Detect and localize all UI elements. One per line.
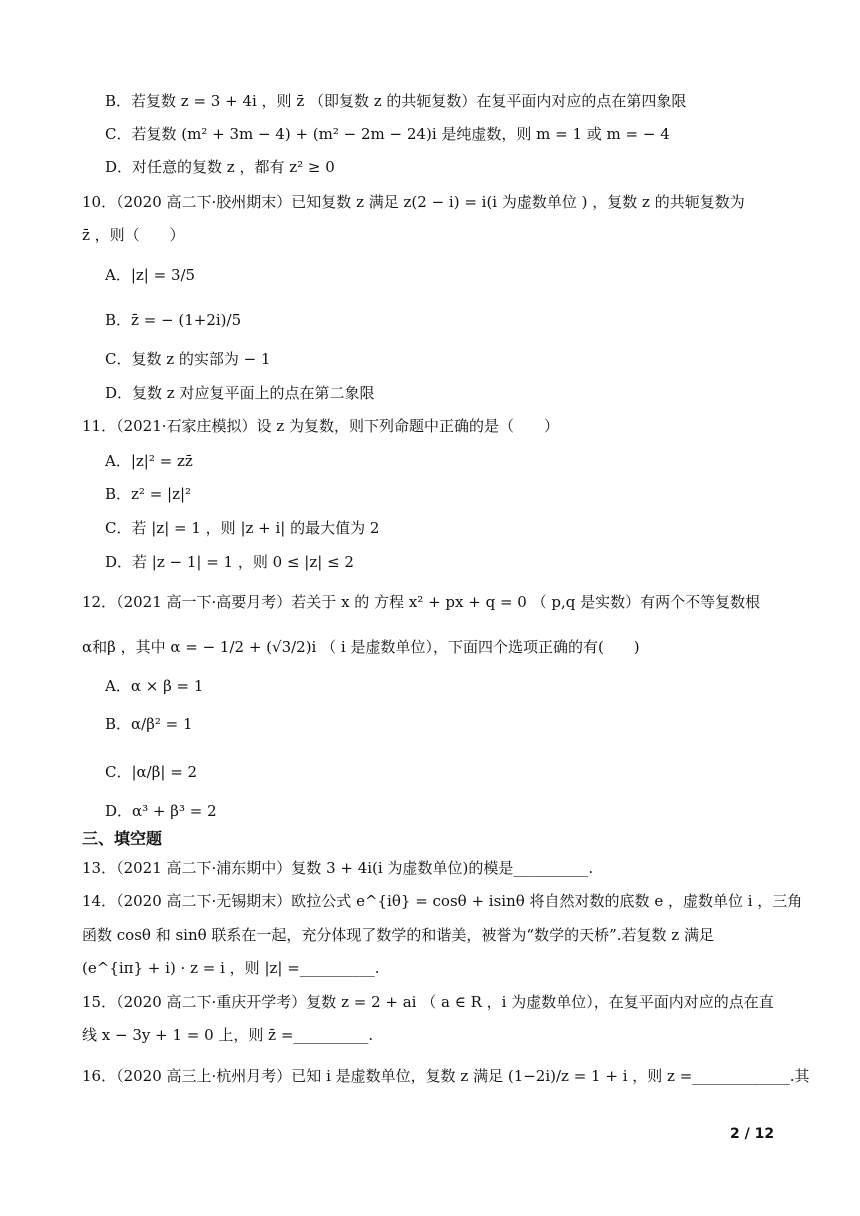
question-16-line-1: 16．（2020 高三上·杭州月考）已知 i 是虚数单位，复数 z 满足 (1−2i)/z = 1 + i ，则 z =_____________.其 [82, 1067, 810, 1085]
question-12-line-1: 12．（2021 高一下·高要月考）若关于 x 的 方程 x² + px + q = 0 （ p,q 是实数）有两个不等复数根 [82, 593, 761, 611]
option-10a: A．|z| = 3/5 [105, 266, 196, 284]
question-15-line-2: 线 x − 3y + 1 = 0 上，则 z̄ =__________. [82, 1026, 374, 1044]
question-11: 11．（2021·石家庄模拟）设 z 为复数，则下列命题中正确的是（ ） [82, 417, 559, 435]
question-14-line-2: 函数 cosθ 和 sinθ 联系在一起，充分体现了数学的和谐美，被誉为“数学的天桥”.若复数 z 满足 [82, 926, 714, 944]
question-14-line-1: 14．（2020 高二下·无锡期末）欧拉公式 e^{iθ} = cosθ + isinθ 将自然对数的底数 e ，虚数单位 i ，三角 [82, 892, 803, 910]
option-12c: C．|α/β| = 2 [105, 763, 198, 781]
option-11c: C．若 |z| = 1 ，则 |z + i| 的最大值为 2 [105, 519, 380, 537]
option-11b: B．z² = |z|² [105, 485, 192, 503]
option-11d: D．若 |z − 1| = 1 ，则 0 ≤ |z| ≤ 2 [105, 553, 354, 571]
question-10-line-1: 10．（2020 高二下·胶州期末）已知复数 z 满足 z(2 − i) = i(i 为虚数单位 ) ，复数 z 的共轭复数为 [82, 193, 745, 211]
option-11a: A．|z|² = zz̄ [105, 452, 193, 470]
question-13: 13．（2021 高二下·浦东期中）复数 3 + 4i(i 为虚数单位)的模是__________. [82, 859, 594, 877]
option-10c: C．复数 z 的实部为 − 1 [105, 350, 271, 368]
question-10-line-2: z̄ ，则（ ） [82, 226, 185, 244]
option-12d: D．α³ + β³ = 2 [105, 802, 217, 820]
option-12b: B．α/β² = 1 [105, 715, 193, 733]
option-9d: D．对任意的复数 z ，都有 z² ≥ 0 [105, 158, 335, 176]
option-9b: B．若复数 z = 3 + 4i ，则 z̄ （即复数 z 的共轭复数）在复平面内对应的点在第四象限 [105, 92, 687, 110]
option-10b: B．z̄ = − (1+2i)/5 [105, 311, 242, 329]
section-title: 三、填空题 [82, 829, 163, 848]
question-14-line-3: (e^{iπ} + i) · z = i ，则 |z| =__________. [82, 959, 380, 977]
question-12-line-2: α和β ，其中 α = − 1/2 + (√3/2)i （ i 是虚数单位），下面四个选项正确的有( ) [82, 638, 640, 656]
option-10d: D．复数 z 对应复平面上的点在第二象限 [105, 384, 375, 402]
option-12a: A．α × β = 1 [105, 677, 204, 695]
page-number: 2 / 12 [730, 1126, 775, 1142]
question-15-line-1: 15．（2020 高二下·重庆开学考）复数 z = 2 + ai （ a ∈ R ，i 为虚数单位），在复平面内对应的点在直 [82, 993, 774, 1011]
option-9c: C．若复数 (m² + 3m − 4) + (m² − 2m − 24)i 是纯虚数，则 m = 1 或 m = − 4 [105, 125, 670, 143]
